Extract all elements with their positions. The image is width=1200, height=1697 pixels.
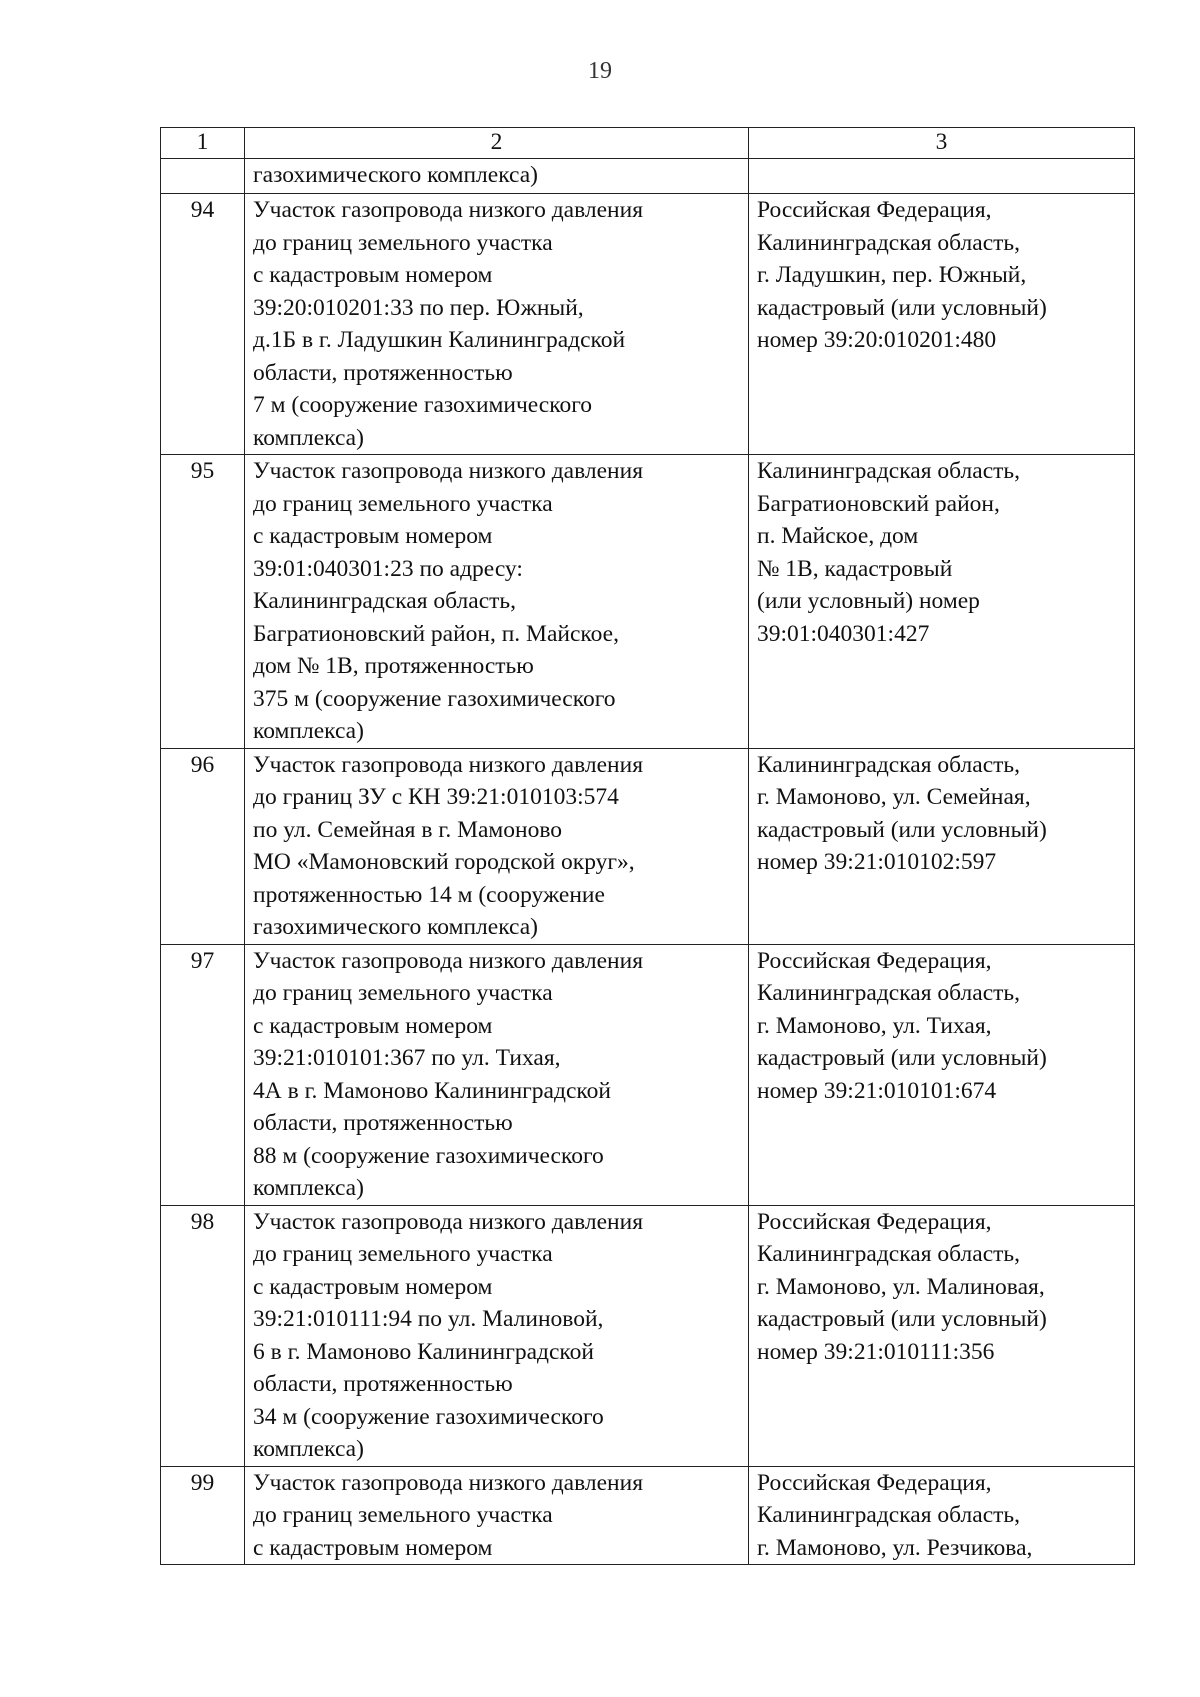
header-cell-col-3: 3	[749, 128, 1135, 159]
object-location-cell: Российская Федерация, Калининградская область, г. Мамоново, ул. Тихая, кадастровый (или условный) номер 39:21:010101:674	[749, 944, 1135, 1205]
row-number-cell: 95	[161, 455, 245, 749]
table-row	[161, 1205, 1135, 1466]
object-description-cell: Участок газопровода низкого давления до границ ЗУ с КН 39:21:010103:574 по ул. Семейная в г. Мамоново МО «Мамоновский городской округ», протяженностью 14 м (сооружение газохимического комплекса)	[245, 748, 749, 944]
row-number-cell: 97	[161, 944, 245, 1205]
row-number-cell	[161, 159, 245, 194]
object-location-cell: Калининградская область, г. Мамоново, ул. Семейная, кадастровый (или условный) номер 39:21:010102:597	[749, 748, 1135, 944]
object-description-cell: Участок газопровода низкого давления до границ земельного участка с кадастровым номером 39:21:010111:94 по ул. Малиновой, 6 в г. Мамоново Калининградской области, протяженностью 34 м (сооружение газохимического комплекса)	[245, 1205, 749, 1466]
object-location-cell: Российская Федерация, Калининградская область, г. Мамоново, ул. Резчикова,	[749, 1466, 1135, 1565]
object-location-cell: Российская Федерация, Калининградская область, г. Ладушкин, пер. Южный, кадастровый (или условный) номер 39:20:010201:480	[749, 194, 1135, 455]
row-number-cell: 99	[161, 1466, 245, 1565]
object-location-cell	[749, 159, 1135, 194]
header-cell-col-2: 2	[245, 128, 749, 159]
table-row	[161, 1466, 1135, 1565]
page-number: 19	[588, 58, 612, 84]
table-header-row	[161, 128, 1135, 159]
row-number-cell: 94	[161, 194, 245, 455]
row-number-cell: 98	[161, 1205, 245, 1466]
object-location-cell: Калининградская область, Багратионовский район, п. Майское, дом № 1В, кадастровый (или условный) номер 39:01:040301:427	[749, 455, 1135, 749]
object-description-cell: Участок газопровода низкого давления до границ земельного участка с кадастровым номером 39:21:010101:367 по ул. Тихая, 4А в г. Мамоново Калининградской области, протяженностью 88 м (сооружение газохимического комплекса)	[245, 944, 749, 1205]
object-description-cell: Участок газопровода низкого давления до границ земельного участка с кадастровым номером 39:20:010201:33 по пер. Южный, д.1Б в г. Ладушкин Калининградской области, протяженностью 7 м (сооружение газохимического комплекса)	[245, 194, 749, 455]
property-table	[160, 127, 1135, 1565]
table-row	[161, 944, 1135, 1205]
table-row	[161, 748, 1135, 944]
object-location-cell: Российская Федерация, Калининградская область, г. Мамоново, ул. Малиновая, кадастровый (или условный) номер 39:21:010111:356	[749, 1205, 1135, 1466]
table-row	[161, 194, 1135, 455]
table-row	[161, 455, 1135, 749]
object-description-cell: газохимического комплекса)	[245, 159, 749, 194]
object-description-cell: Участок газопровода низкого давления до границ земельного участка с кадастровым номером	[245, 1466, 749, 1565]
row-number-cell: 96	[161, 748, 245, 944]
header-cell-col-1: 1	[161, 128, 245, 159]
table-continuation-row	[161, 159, 1135, 194]
object-description-cell: Участок газопровода низкого давления до границ земельного участка с кадастровым номером 39:01:040301:23 по адресу: Калининградская область, Багратионовский район, п. Майское, дом № 1В, протяженностью 375 м (сооружение газохимического комплекса)	[245, 455, 749, 749]
